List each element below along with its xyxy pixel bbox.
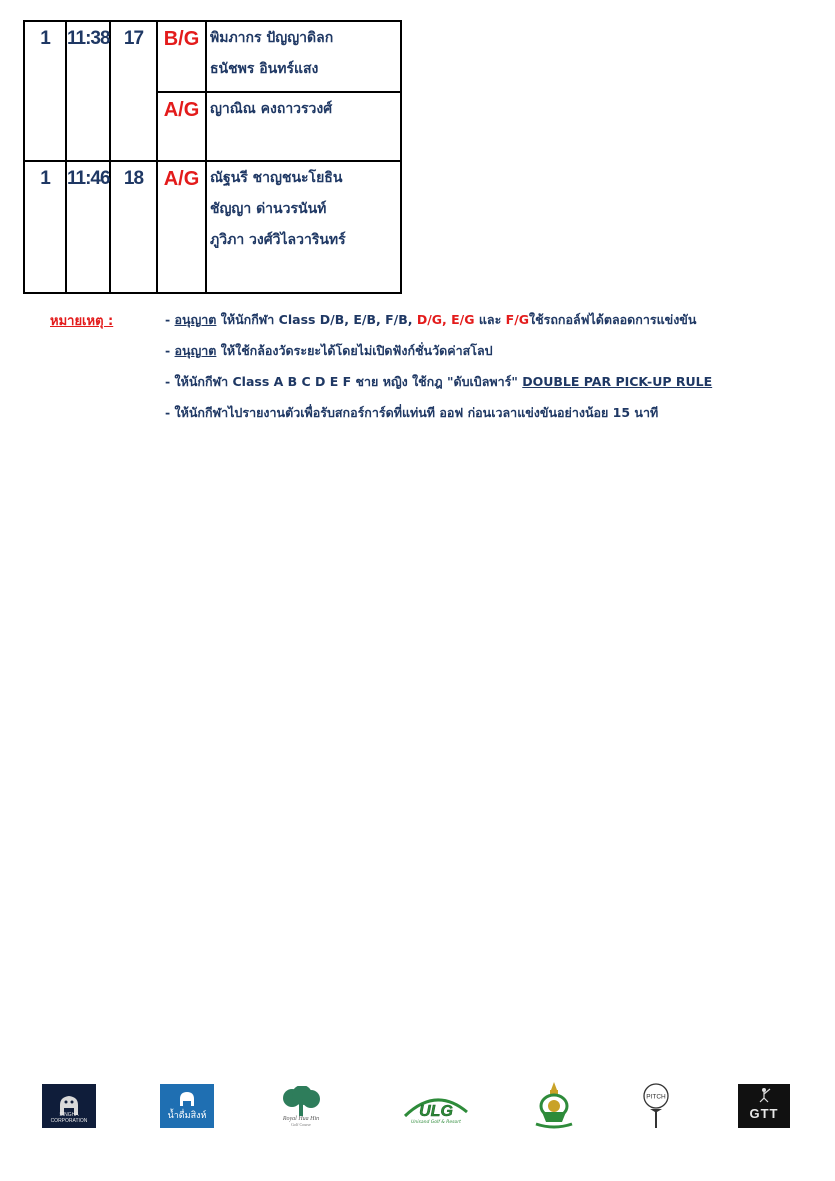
player-name: ชัญญา ด่านวรนันท์ bbox=[210, 201, 327, 217]
note-prefix: - bbox=[165, 343, 175, 358]
singha-water-logo bbox=[160, 1084, 214, 1128]
note-line-3 bbox=[165, 372, 712, 392]
pitch-logo-text: PITCH bbox=[646, 1093, 666, 1101]
note-text: - ให้นักกีฬา Class A B C D E F ชาย หญิง ใช้กฎ "ดับเบิลพาร์" bbox=[165, 374, 523, 389]
note-text: ให้นักกีฬา Class D/B, E/B, F/B, bbox=[216, 312, 417, 327]
hole-cell: 18 bbox=[110, 161, 157, 293]
ulg-logo-sub: Unisand Golf & Resort bbox=[411, 1119, 461, 1125]
tree-icon bbox=[280, 1086, 322, 1116]
player-name: พิมภากร ปัญญาดิลก bbox=[210, 30, 334, 46]
time-cell: 11:46 bbox=[66, 161, 110, 293]
thai-golf-association-logo bbox=[528, 1080, 580, 1130]
note-text: ใช้รถกอล์ฟได้ตลอดการแข่งขัน bbox=[529, 312, 697, 327]
singha-corporation-logo bbox=[42, 1084, 96, 1128]
royal-logo-sub: Golf Course bbox=[291, 1121, 311, 1127]
gtt-logo-text: GTT bbox=[749, 1105, 779, 1121]
tee-time-table bbox=[23, 20, 402, 294]
allow-text: อนุญาต bbox=[174, 343, 217, 358]
golfer-icon bbox=[754, 1087, 774, 1103]
class-cell: B/G bbox=[157, 21, 206, 92]
crest-icon bbox=[528, 1080, 580, 1130]
note-red-class: D/G, E/G bbox=[416, 312, 475, 327]
hole-cell: 17 bbox=[110, 21, 157, 161]
ulg-emblem-icon bbox=[403, 1092, 469, 1120]
pitch-logo bbox=[638, 1082, 674, 1130]
note-text: ให้ใช้กล้องวัดระยะได้โดยไม่เปิดฟังก์ชั่นวัดค่าสโลป bbox=[216, 343, 493, 358]
note-red-class: F/G bbox=[505, 312, 530, 327]
note-prefix: - bbox=[165, 312, 175, 327]
class-cell: A/G bbox=[157, 92, 206, 161]
players-cell bbox=[206, 21, 401, 92]
note-text: และ bbox=[474, 312, 506, 327]
course-cell: 1 bbox=[24, 21, 66, 161]
table-row bbox=[24, 21, 401, 92]
players-cell bbox=[206, 161, 401, 293]
water-logo-text: น้ำดื่มสิงห์ bbox=[167, 1111, 207, 1121]
gtt-logo bbox=[738, 1084, 790, 1128]
royal-logo-text: Royal Hua Hin bbox=[282, 1115, 320, 1122]
player-name: ณัฐนรี ชาญชนะโยธิน bbox=[210, 170, 343, 186]
players-cell bbox=[206, 92, 401, 161]
player-name: ญาณิณ คงถาวรวงศ์ bbox=[210, 101, 333, 117]
allow-text: อนุญาต bbox=[174, 312, 217, 327]
ulg-logo-letters: ULG bbox=[419, 1102, 453, 1120]
golf-tee-icon bbox=[638, 1082, 674, 1130]
note-line-2 bbox=[165, 341, 493, 361]
player-name: ภูวิภา วงศ์วิไลวารินทร์ bbox=[210, 232, 346, 248]
table-row bbox=[24, 161, 401, 293]
lion-icon bbox=[176, 1090, 198, 1108]
course-cell: 1 bbox=[24, 161, 66, 293]
class-cell: A/G bbox=[157, 161, 206, 293]
double-par-rule: DOUBLE PAR PICK-UP RULE bbox=[522, 374, 713, 389]
royal-hua-hin-logo bbox=[275, 1082, 327, 1130]
singha-logo-text: SINGHA CORPORATION bbox=[50, 1112, 88, 1124]
note-line-1 bbox=[165, 310, 696, 330]
note-text: - ให้นักกีฬาไปรายงานตัวเพื่อรับสกอร์การ์ดที่แท่นที ออฟ ก่อนเวลาแข่งขันอย่างน้อย 15 นาที bbox=[165, 405, 659, 420]
ulg-logo bbox=[402, 1088, 470, 1128]
remark-label: หมายเหตุ : bbox=[50, 314, 114, 329]
note-line-4 bbox=[165, 403, 658, 423]
player-name: ธนัชพร อินทร์แสง bbox=[210, 61, 319, 77]
time-cell: 11:38 bbox=[66, 21, 110, 161]
